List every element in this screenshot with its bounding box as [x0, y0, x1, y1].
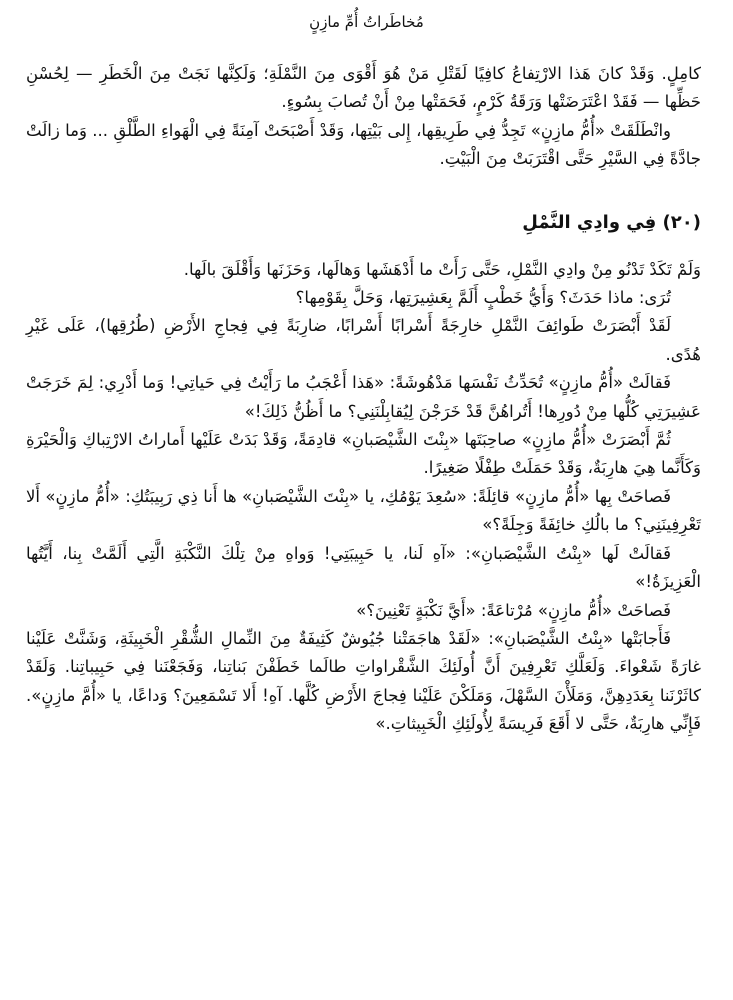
spacer [26, 238, 701, 256]
spacer [26, 174, 701, 208]
paragraph: تُرَى: ماذا حَدَثَ؟ وَأَيُّ خَطْبٍ أَلَمَّ بِعَشِيرَتِها، وَحَلَّ بِقَوْمِها؟ [295, 288, 671, 308]
running-header: مُخاطَراتُ أُمِّ مازِنٍ [309, 13, 424, 31]
paragraph: وانْطَلَقَتْ «أُمُّ مازِنٍ» تَجِدُّ فِي طَرِيقِها، إِلى بَيْتِها، وَقَدْ أَصْبَحَتْ آمِنَةً فِي الْهَواءِ الطَّلْقِ ... وَما زالَتْ جادَّةً فِي السَّيْرِ حَتَّى اقْتَرَبَتْ مِنَ الْبَيْتِ. [26, 120, 701, 169]
paragraph: فَصاحَتْ بِها «أُمُّ مازِنٍ» قائِلَةً: «سُعِدَ يَوْمُكِ، يا «بِنْتَ الشَّيْصَبانِ» ها أَنا ذِي رَبِيبَتُكِ: «أُمُّ مازِنٍ» أَلا تَعْرِفِينَنِي؟ ما بالُكِ خائِفَةً وَجِلَةً؟» [26, 486, 701, 535]
body-text [26, 60, 701, 739]
paragraph: فَقالَتْ «أُمُّ مازِنٍ» تُحَدِّثُ نَفْسَها مَدْهُوشَةً: «هَذا أَعْجَبُ ما رَأَيْتُ فِي حَياتِي! وَما أَدْرِي: لِمَ خَرَجَتْ عَشِيرَتِي كُلُّها مِنْ دُورِها! أَتُراهُنَّ قَدْ خَرَجْنَ لِيُقابِلْنَنِي؟ ما أَظُنُّ ذَلِكَ!» [26, 373, 701, 421]
paragraph: فَصاحَتْ «أُمُّ مازِنٍ» مُرْتاعَةً: «أَيَّ نَكْبَةٍ تَعْنِينَ؟» [356, 600, 671, 620]
paragraph: ثُمَّ أَبْصَرَتْ «أُمُّ مازِنٍ» صاحِبَتَها «بِنْتَ الشَّيْصَبانِ» قادِمَةً، وَقَدْ بَدَتْ عَلَيْها أَماراتُ الارْتِباكِ وَالْحَيْرَةِ وَكَأَنَّما هِيَ هارِبَةٌ، وَقَدْ حَمَلَتْ طِفْلًا صَغِيرًا. [26, 430, 701, 478]
paragraph: وَلَمْ تَكَدْ تَدْنُو مِنْ وادِي النَّمْلِ، حَتَّى رَأَتْ ما أَدْهَشَها وَهالَها، وَحَزَنَها وَأَقْلَقَ بالَها. [183, 259, 701, 279]
paragraph: لَقَدْ أَبْصَرَتْ طَوائِفَ النَّمْلِ خارِجَةً أَسْرابًا أَسْرابًا، ضارِبَةً فِي فِجاجِ الأَرْضِ (طُرُقِها)، عَلَى غَيْرِ هُدًى. [26, 316, 701, 364]
paragraph: فَأَجابَتْها «بِنْتُ الشَّيْصَبانِ»: «لَقَدْ هاجَمَتْنا جُيُوشٌ كَثِيفَةٌ مِنَ النِّمالِ الشُّقْرِ الْخَبِيثَةِ، وَشَنَّتْ عَلَيْنا غارَةً شَعْواءَ. وَلَعَلَّكِ تَعْرِفِينَ أَنَّ أُولَئِكَ الشَّقْراواتِ طالَما خَطَفْنَ بَناتِنا، وَفَجَعْنَنا فِي حَبِيباتِنا. وَلَقَدْ كاثَرْنَنا بِعَدَدِهِنَّ، وَمَلَأْنَ السَّهْلَ، وَمَلَكْنَ عَلَيْنا فِجاجَ الأَرْضِ كُلَّها. آهِ! أَلا تَسْمَعِينَ؟ وَداعًا، يا «أُمَّ مازِنٍ». فَإِنِّي هارِبَةٌ، حَتَّى لا أَقَعَ فَرِيسَةً لِأُولَئِكِ الْخَبِيثاتِ.» [26, 628, 701, 734]
paragraph: كامِلٍ. وَقَدْ كانَ هَذا الارْتِفاعُ كافِيًا لَقَتْلِ مَنْ هُوَ أَقْوَى مِنَ النَّمْلَةِ؛ وَلَكِنَّها نَجَتْ مِنَ الْخَطَرِ — لِحُسْنِ حَظِّها — فَقَدْ اعْتَرَضَتْها وَرَقَةُ كَرْمٍ، فَحَمَتْها مِنْ أَنْ تُصابَ بِسُوءٍ. [26, 64, 701, 112]
section-heading: (٢٠) فِي وادِي النَّمْلِ [522, 211, 701, 233]
paragraph: فَقالَتْ لَها «بِنْتُ الشَّيْصَبانِ»: «آهِ لَنا، يا حَبِيبَتِي! وَواهِ مِنْ تِلْكَ النَّكْبَةِ الَّتِي أَلَمَّتْ بِنا، أَيَّتُها الْعَزِيزَةُ!» [26, 543, 701, 592]
